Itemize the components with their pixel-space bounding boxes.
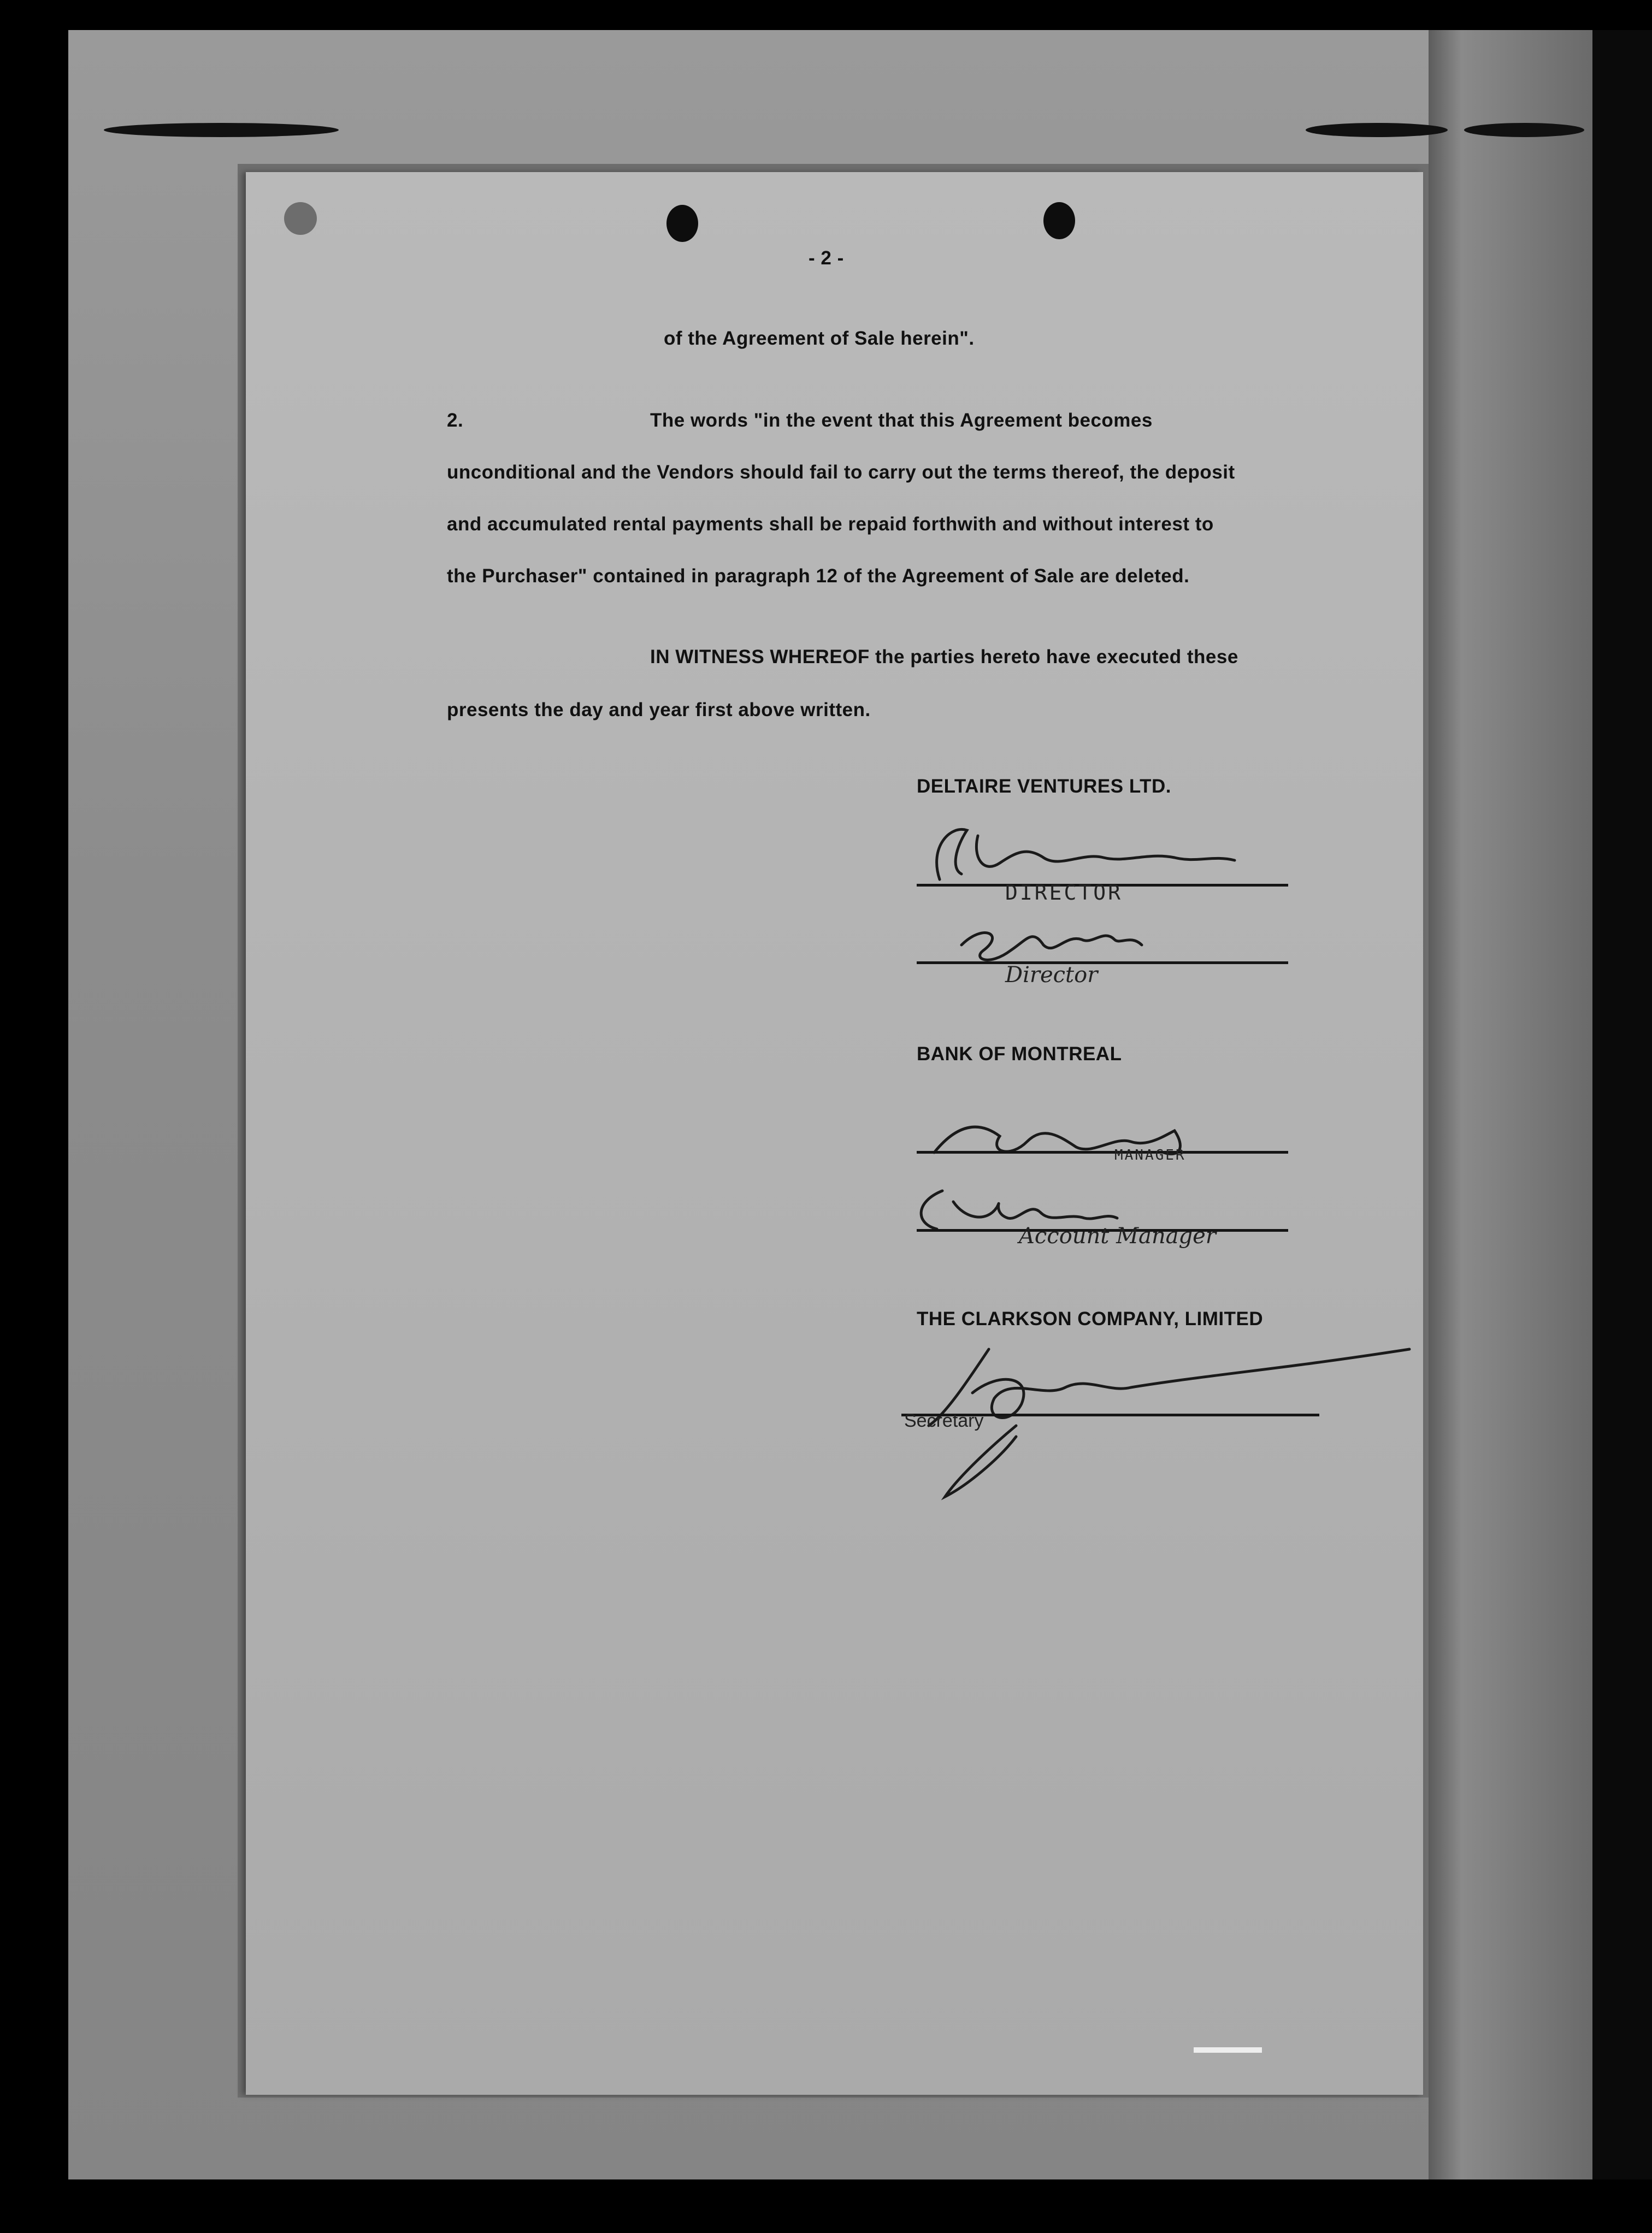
punch-hole <box>1043 202 1075 239</box>
witness-line: IN WITNESS WHEREOF the parties hereto have executed these <box>650 646 1238 667</box>
signatory-name: BANK OF MONTREAL <box>917 1043 1122 1065</box>
edge-shadow <box>1464 123 1584 137</box>
signer-title: DIRECTOR <box>1005 881 1123 905</box>
document-page <box>246 172 1423 2095</box>
signature <box>901 1316 1420 1502</box>
clause-line: unconditional and the Vendors should fail to carry out the terms thereof, the deposit <box>447 462 1235 483</box>
clause-number: 2. <box>447 410 464 431</box>
clause-line: and accumulated rental payments shall be repaid forthwith and without interest to <box>447 513 1214 535</box>
punch-hole <box>666 205 698 242</box>
signatory-name: THE CLARKSON COMPANY, LIMITED <box>917 1308 1264 1330</box>
signatory-name: DELTAIRE VENTURES LTD. <box>917 776 1171 797</box>
paper-stain <box>284 202 317 235</box>
continuation-line: of the Agreement of Sale herein". <box>664 328 975 349</box>
signer-title: Director <box>1005 962 1098 988</box>
film-artifact <box>1194 2047 1262 2053</box>
signature-line <box>917 1151 1288 1154</box>
witness-line: presents the day and year first above written. <box>447 699 871 720</box>
edge-shadow <box>104 123 339 137</box>
page-number: - 2 - <box>809 247 844 269</box>
clause-line: the Purchaser" contained in paragraph 12 of the Agreement of Sale are deleted. <box>447 565 1190 587</box>
signer-title: MANAGER <box>1114 1147 1186 1163</box>
edge-shadow <box>1306 123 1448 137</box>
clause-line: The words "in the event that this Agreement becomes <box>650 410 1153 431</box>
signature-line <box>917 961 1288 964</box>
signer-title: Account Manager <box>1019 1224 1216 1249</box>
film-border <box>1592 30 1652 2179</box>
binder-edge <box>1429 30 1592 2179</box>
signature <box>918 814 1246 890</box>
signer-title: Secretary <box>904 1410 984 1431</box>
